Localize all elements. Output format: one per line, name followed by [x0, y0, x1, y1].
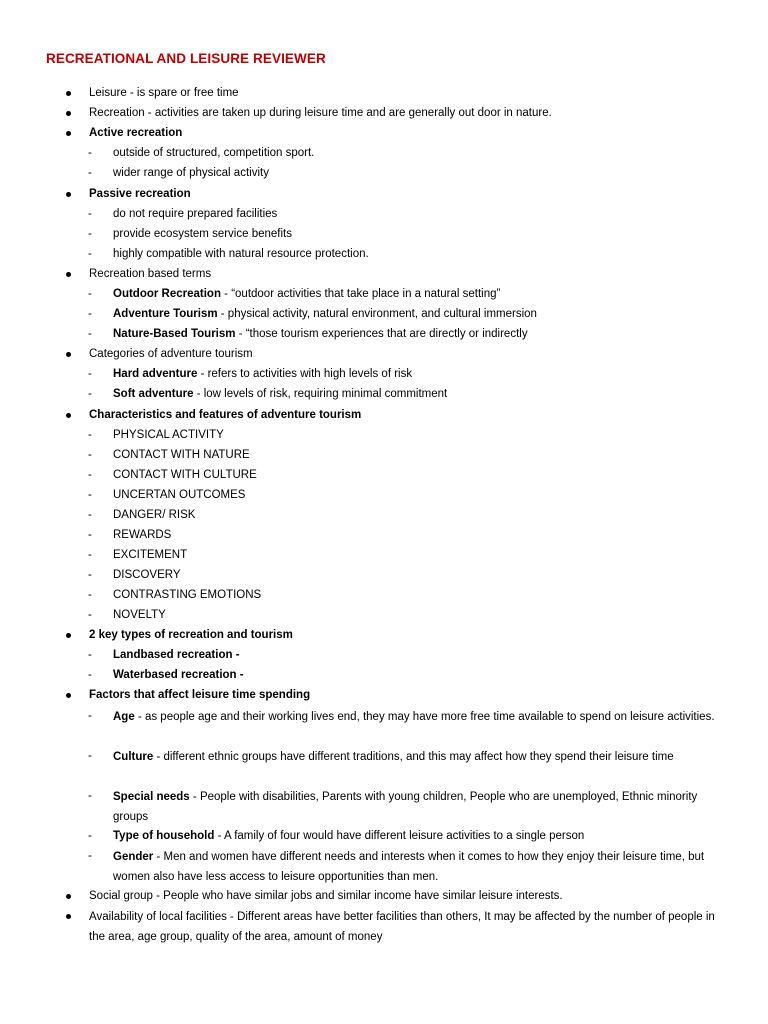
- sub-item: [113, 227, 292, 242]
- sub-item-term: Outdoor Recreation: [113, 288, 221, 300]
- sub-item: [113, 287, 500, 302]
- sub-item-term: Adventure Tourism: [113, 308, 218, 320]
- sub-item: [113, 548, 187, 563]
- sub-item-text: DISCOVERY: [113, 569, 181, 581]
- list-item: [89, 628, 293, 643]
- sub-item-text: PHYSICAL ACTIVITY: [113, 429, 224, 441]
- sub-item-text: - refers to activities with high levels of risk: [197, 368, 413, 380]
- sub-item: [113, 707, 723, 727]
- sub-item-term: Type of household: [113, 830, 215, 842]
- sub-item-term: Gender: [113, 851, 154, 863]
- sub-item-text: - “those tourism experiences that are directly or indirectly: [235, 328, 528, 340]
- list-item: [89, 126, 182, 141]
- item-text: Leisure - is spare or free time: [89, 87, 239, 99]
- dash-marker: -: [88, 429, 92, 441]
- dash-marker: -: [88, 388, 92, 400]
- sub-item: [113, 648, 240, 663]
- dash-marker: -: [88, 669, 92, 681]
- dash-marker: -: [88, 569, 92, 581]
- item-text: Social group - People who have similar jobs and similar income have similar leisure interests.: [89, 890, 563, 902]
- sub-item-text: highly compatible with natural resource protection.: [113, 248, 369, 260]
- sub-item-term: Landbased recreation -: [113, 649, 240, 661]
- sub-item-term: Age: [113, 711, 135, 723]
- sub-item-term: Special needs: [113, 791, 190, 803]
- item-text: Categories of adventure tourism: [89, 348, 253, 360]
- sub-item-text: EXCITEMENT: [113, 549, 188, 561]
- dash-marker: -: [88, 529, 92, 541]
- sub-item: [113, 428, 224, 443]
- item-heading: 2 key types of recreation and tourism: [89, 629, 293, 641]
- list-item: [89, 408, 361, 423]
- sub-item-term: Hard adventure: [113, 368, 198, 380]
- sub-item: [113, 528, 171, 543]
- sub-item-text: outside of structured, competition sport.: [113, 147, 315, 159]
- sub-item: [113, 327, 528, 342]
- sub-item-text: - low levels of risk, requiring minimal commitment: [193, 388, 448, 400]
- sub-item: [113, 668, 244, 683]
- dash-marker: -: [88, 228, 92, 240]
- list-item: [89, 347, 253, 362]
- list-item: [89, 688, 310, 703]
- item-text: Availability of local facilities - Different areas have better facilities than others, It may be affected by the number of people in the area, age group, quality of the area, amount of money: [89, 911, 715, 943]
- bullet-icon: [66, 914, 71, 919]
- bullet-icon: [66, 272, 71, 277]
- dash-marker: -: [88, 750, 92, 762]
- list-item: [89, 106, 552, 121]
- sub-item-term: Soft adventure: [113, 388, 194, 400]
- sub-item: [113, 568, 181, 583]
- sub-item-text: - A family of four would have different leisure activities to a single person: [214, 830, 585, 842]
- list-item: [89, 907, 729, 947]
- sub-item: [113, 787, 723, 827]
- list-item: [89, 267, 211, 282]
- sub-item-text: - as people age and their working lives end, they may have more free time available to spend on leisure activities.: [134, 711, 715, 723]
- dash-marker: -: [88, 167, 92, 179]
- item-heading: Characteristics and features of adventure tourism: [89, 409, 362, 421]
- dash-marker: -: [88, 489, 92, 501]
- sub-item-text: provide ecosystem service benefits: [113, 228, 292, 240]
- sub-item: [113, 307, 537, 322]
- item-heading: Passive recreation: [89, 188, 191, 200]
- dash-marker: -: [88, 208, 92, 220]
- dash-marker: -: [88, 147, 92, 159]
- sub-item: [113, 747, 723, 767]
- dash-marker: -: [88, 549, 92, 561]
- sub-item: [113, 468, 257, 483]
- sub-item-term: Culture: [113, 751, 154, 763]
- sub-item-text: - “outdoor activities that take place in a natural setting”: [220, 288, 501, 300]
- sub-item-text: do not require prepared facilities: [113, 208, 278, 220]
- sub-item: [113, 508, 195, 523]
- sub-item-text: - physical activity, natural environment, and cultural immersion: [217, 308, 537, 320]
- sub-item-term: Nature-Based Tourism: [113, 328, 236, 340]
- item-text: Recreation based terms: [89, 268, 212, 280]
- sub-item: [113, 207, 277, 222]
- bullet-icon: [66, 352, 71, 357]
- document-title: RECREATIONAL AND LEISURE REVIEWER: [46, 51, 326, 66]
- dash-marker: -: [88, 248, 92, 260]
- sub-item: [113, 146, 314, 161]
- dash-marker: -: [88, 589, 92, 601]
- sub-item-text: - Men and women have different needs and interests when it comes to how they enjoy their leisure time, but women also have less access to leisure opportunities than men.: [113, 851, 705, 883]
- sub-item: [113, 448, 250, 463]
- list-item: [89, 86, 239, 101]
- dash-marker: -: [88, 449, 92, 461]
- sub-item: [113, 829, 584, 844]
- bullet-icon: [66, 91, 71, 96]
- bullet-icon: [66, 894, 71, 899]
- sub-item: [113, 608, 166, 623]
- bullet-icon: [66, 111, 71, 116]
- sub-item: [113, 847, 723, 887]
- bullet-icon: [66, 693, 71, 698]
- sub-item-text: - People with disabilities, Parents with young children, People who are unemployed, Ethnic minority groups: [113, 791, 698, 823]
- dash-marker: -: [88, 609, 92, 621]
- sub-item: [113, 166, 269, 181]
- dash-marker: -: [88, 830, 92, 842]
- bullet-icon: [66, 131, 71, 136]
- sub-item-term: Waterbased recreation -: [113, 669, 244, 681]
- dash-marker: -: [88, 850, 92, 862]
- dash-marker: -: [88, 710, 92, 722]
- sub-item: [113, 247, 369, 262]
- sub-item: [113, 488, 245, 503]
- dash-marker: -: [88, 308, 92, 320]
- item-heading: Factors that affect leisure time spending: [89, 689, 311, 701]
- sub-item-text: CONTRASTING EMOTIONS: [113, 589, 262, 601]
- list-item: [89, 889, 563, 904]
- sub-item-text: DANGER/ RISK: [113, 509, 196, 521]
- sub-item-text: wider range of physical activity: [113, 167, 269, 179]
- sub-item-text: CONTACT WITH NATURE: [113, 449, 250, 461]
- bullet-icon: [66, 192, 71, 197]
- dash-marker: -: [88, 790, 92, 802]
- bullet-icon: [66, 633, 71, 638]
- sub-item-text: CONTACT WITH CULTURE: [113, 469, 257, 481]
- sub-item-text: UNCERTAN OUTCOMES: [113, 489, 246, 501]
- sub-item: [113, 588, 261, 603]
- dash-marker: -: [88, 649, 92, 661]
- dash-marker: -: [88, 509, 92, 521]
- dash-marker: -: [88, 368, 92, 380]
- list-item: [89, 187, 191, 202]
- dash-marker: -: [88, 288, 92, 300]
- item-heading: Active recreation: [89, 127, 183, 139]
- sub-item: [113, 387, 447, 402]
- sub-item-text: REWARDS: [113, 529, 172, 541]
- sub-item: [113, 367, 412, 382]
- dash-marker: -: [88, 469, 92, 481]
- sub-item-text: NOVELTY: [113, 609, 166, 621]
- bullet-icon: [66, 413, 71, 418]
- sub-item-text: - different ethnic groups have different traditions, and this may affect how they spend their leisure time: [153, 751, 674, 763]
- dash-marker: -: [88, 328, 92, 340]
- item-text: Recreation - activities are taken up during leisure time and are generally out door in nature.: [89, 107, 552, 119]
